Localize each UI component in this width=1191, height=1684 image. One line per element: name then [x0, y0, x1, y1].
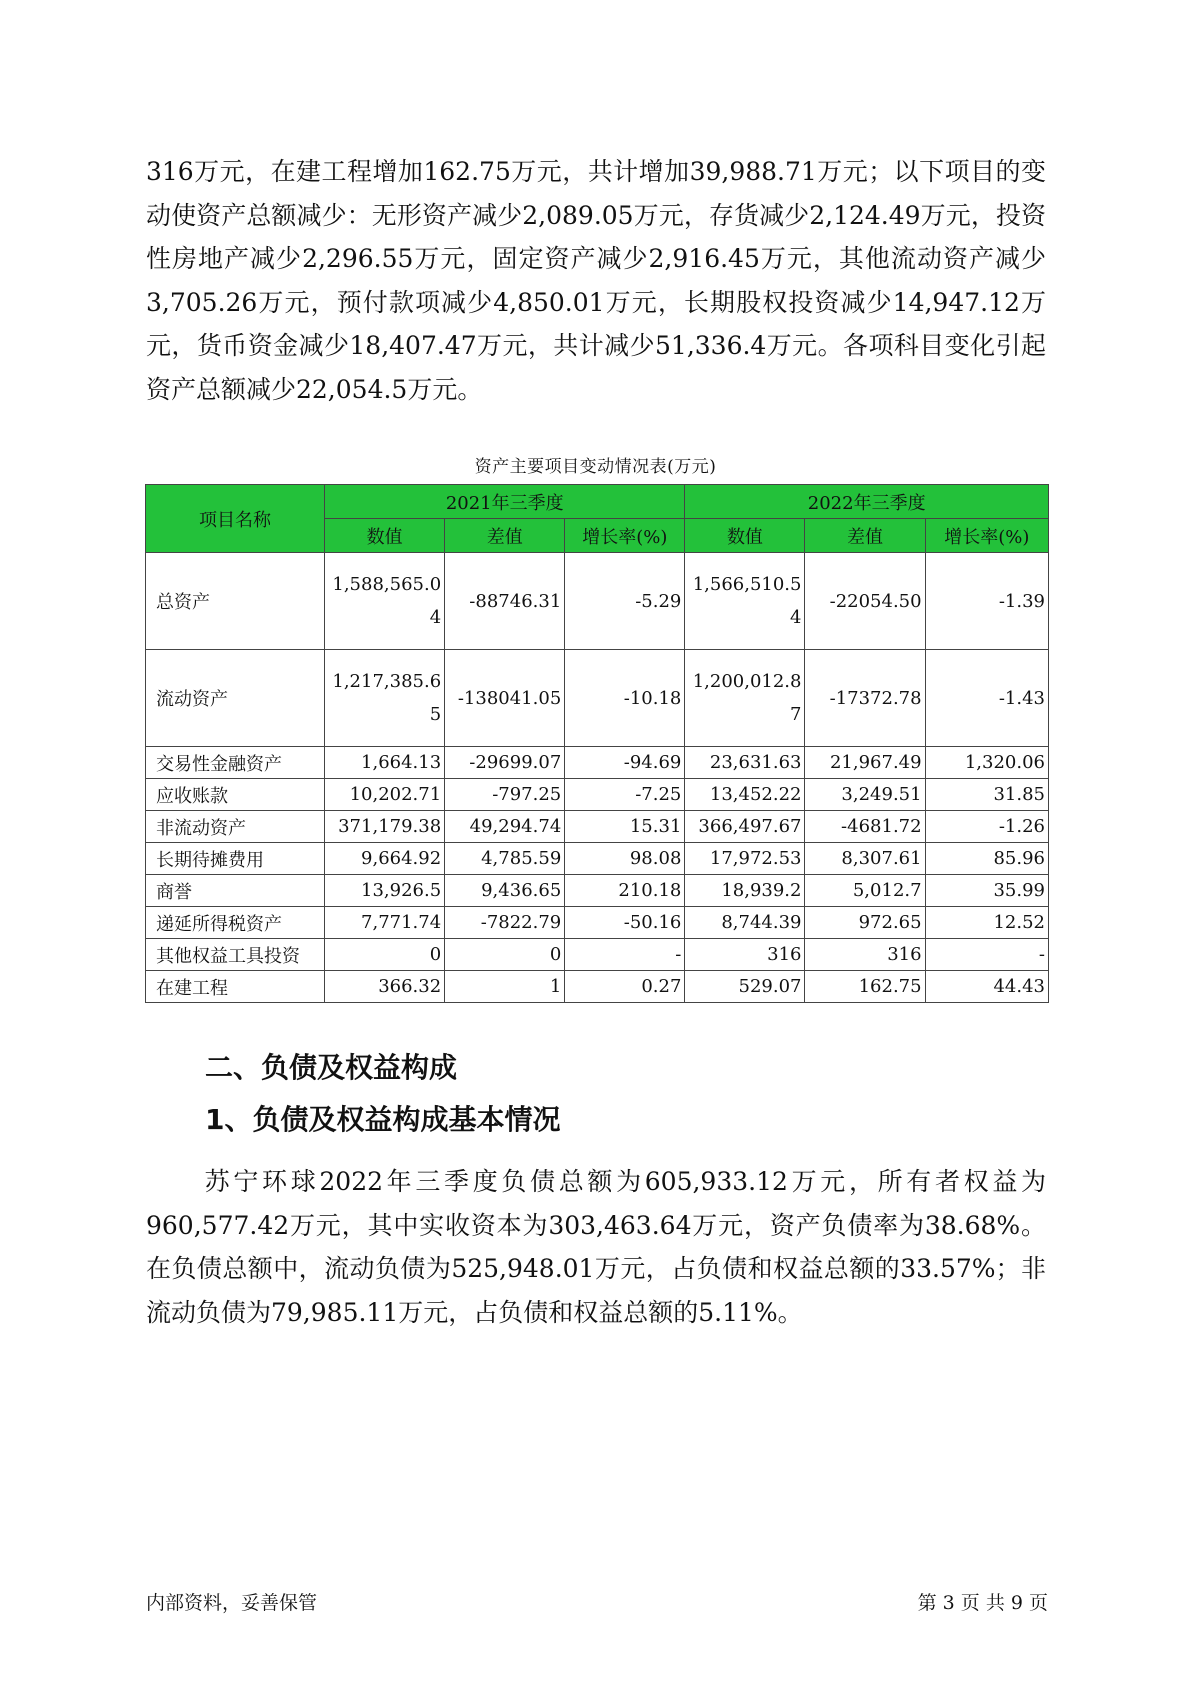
- header-value-2022: 数值: [685, 519, 805, 553]
- value-2022: 366,497.67: [685, 811, 805, 843]
- growth-2022: -: [925, 939, 1048, 971]
- diff-2021: -88746.31: [445, 553, 565, 650]
- table-row: [146, 971, 1049, 1003]
- value-2021: 366.32: [325, 971, 445, 1003]
- diff-2022: 316: [805, 939, 925, 971]
- header-diff-2021: 差值: [445, 519, 565, 553]
- growth-2021: 98.08: [565, 843, 685, 875]
- growth-2022: 35.99: [925, 875, 1048, 907]
- value-2021: 9,664.92: [325, 843, 445, 875]
- diff-2022: -17372.78: [805, 650, 925, 747]
- diff-2021: 1: [445, 971, 565, 1003]
- diff-2021: -7822.79: [445, 907, 565, 939]
- row-name: 长期待摊费用: [146, 843, 325, 875]
- growth-2021: -94.69: [565, 747, 685, 779]
- value-2022: 23,631.63: [685, 747, 805, 779]
- diff-2021: 0: [445, 939, 565, 971]
- value-2021: 371,179.38: [325, 811, 445, 843]
- diff-2021: -797.25: [445, 779, 565, 811]
- header-value-2021: 数值: [325, 519, 445, 553]
- growth-2021: -10.18: [565, 650, 685, 747]
- value-2022: 529.07: [685, 971, 805, 1003]
- value-2022: 1,200,012.87: [685, 650, 805, 747]
- value-2021: 1,664.13: [325, 747, 445, 779]
- row-name: 商誉: [146, 875, 325, 907]
- growth-2021: 15.31: [565, 811, 685, 843]
- value-2022: 316: [685, 939, 805, 971]
- table-row: [146, 939, 1049, 971]
- subsection-heading: 1、负债及权益构成基本情况: [205, 1103, 561, 1136]
- growth-2021: 0.27: [565, 971, 685, 1003]
- diff-2022: -22054.50: [805, 553, 925, 650]
- value-2021: 1,217,385.65: [325, 650, 445, 747]
- value-2021: 7,771.74: [325, 907, 445, 939]
- value-2021: 10,202.71: [325, 779, 445, 811]
- diff-2021: -29699.07: [445, 747, 565, 779]
- table-row: [146, 650, 1049, 747]
- diff-2021: 49,294.74: [445, 811, 565, 843]
- growth-2021: -7.25: [565, 779, 685, 811]
- body-paragraph-1: 316万元，在建工程增加162.75万元，共计增加39,988.71万元；以下项目的变动使资产总额减少：无形资产减少2,089.05万元，存货减少2,124.49万元，投资性房地产减少2,296.55万元，固定资产减少2,916.45万元，其他流动资产减少3,705.26万元，预付款项减少4,850.01万元，长期股权投资减少14,947.12万元，货币资金减少18,407.47万元，共计减少51,336.4万元。各项科目变化引起资产总额减少22,054.5万元。: [146, 157, 1046, 404]
- value-2022: 18,939.2: [685, 875, 805, 907]
- table-row: [146, 875, 1049, 907]
- row-name: 在建工程: [146, 971, 325, 1003]
- row-name: 流动资产: [146, 650, 325, 747]
- value-2022: 17,972.53: [685, 843, 805, 875]
- value-2021: 13,926.5: [325, 875, 445, 907]
- table-row: [146, 811, 1049, 843]
- diff-2022: -4681.72: [805, 811, 925, 843]
- growth-2022: 31.85: [925, 779, 1048, 811]
- header-growth-2022: 增长率(%): [925, 519, 1048, 553]
- diff-2022: 21,967.49: [805, 747, 925, 779]
- diff-2022: 162.75: [805, 971, 925, 1003]
- value-2022: 13,452.22: [685, 779, 805, 811]
- header-diff-2022: 差值: [805, 519, 925, 553]
- table-row: [146, 779, 1049, 811]
- growth-2021: -: [565, 939, 685, 971]
- footer-confidential-note: 内部资料，妥善保管: [146, 1592, 318, 1614]
- row-name: 应收账款: [146, 779, 325, 811]
- header-period-2021: 2021年三季度: [325, 485, 685, 519]
- diff-2021: 9,436.65: [445, 875, 565, 907]
- row-name: 总资产: [146, 553, 325, 650]
- row-name: 其他权益工具投资: [146, 939, 325, 971]
- growth-2022: -1.43: [925, 650, 1048, 747]
- growth-2022: 12.52: [925, 907, 1048, 939]
- growth-2022: -1.26: [925, 811, 1048, 843]
- footer-page-number: 第 3 页 共 9 页: [917, 1592, 1048, 1614]
- growth-2022: -1.39: [925, 553, 1048, 650]
- growth-2022: 85.96: [925, 843, 1048, 875]
- section-heading: 二、负债及权益构成: [205, 1051, 458, 1084]
- growth-2021: 210.18: [565, 875, 685, 907]
- value-2022: 8,744.39: [685, 907, 805, 939]
- growth-2021: -50.16: [565, 907, 685, 939]
- body-paragraph-2-text: 苏宁环球2022年三季度负债总额为605,933.12万元，所有者权益为960,577.42万元，其中实收资本为303,463.64万元，资产负债率为38.68%。在负债总额中，流动负债为525,948.01万元，占负债和权益总额的33.57%；非流动负债为79,985.11万元，占负债和权益总额的5.11%。: [146, 1167, 1046, 1327]
- asset-change-table: [145, 484, 1049, 1003]
- value-2021: 0: [325, 939, 445, 971]
- value-2022: 1,566,510.54: [685, 553, 805, 650]
- row-name: 递延所得税资产: [146, 907, 325, 939]
- value-2021: 1,588,565.04: [325, 553, 445, 650]
- table-row: [146, 747, 1049, 779]
- table-caption: 资产主要项目变动情况表(万元): [474, 457, 717, 477]
- row-name: 非流动资产: [146, 811, 325, 843]
- header-period-2022: 2022年三季度: [685, 485, 1049, 519]
- diff-2021: 4,785.59: [445, 843, 565, 875]
- growth-2022: 1,320.06: [925, 747, 1048, 779]
- diff-2022: 3,249.51: [805, 779, 925, 811]
- diff-2022: 972.65: [805, 907, 925, 939]
- diff-2022: 8,307.61: [805, 843, 925, 875]
- body-paragraph-2: [146, 1160, 1046, 1334]
- growth-2021: -5.29: [565, 553, 685, 650]
- table-row: [146, 553, 1049, 650]
- header-growth-2021: 增长率(%): [565, 519, 685, 553]
- diff-2021: -138041.05: [445, 650, 565, 747]
- diff-2022: 5,012.7: [805, 875, 925, 907]
- row-name: 交易性金融资产: [146, 747, 325, 779]
- table-row: [146, 907, 1049, 939]
- table-row: [146, 843, 1049, 875]
- header-item-name: 项目名称: [146, 485, 325, 553]
- growth-2022: 44.43: [925, 971, 1048, 1003]
